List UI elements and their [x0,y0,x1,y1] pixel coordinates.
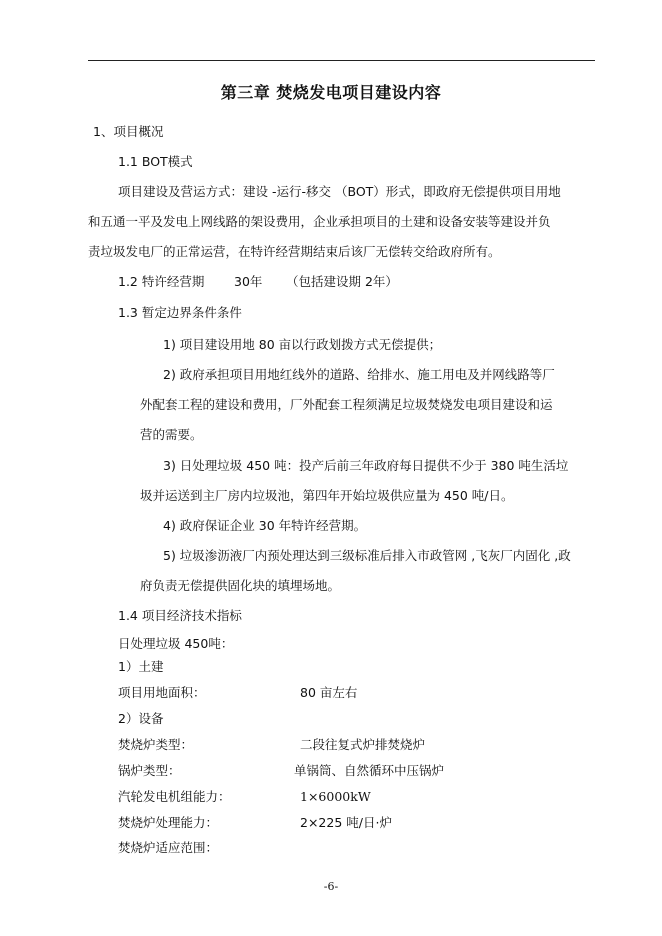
section-heading: 1、项目概况 [93,124,164,139]
incinerator-capacity-value: 2×225 吨/日·炉 [300,815,392,830]
list-item: 1) 项目建设用地 80 亩以行政划拨方式无偿提供； [163,337,442,352]
subsection-heading-1-1: 1.1 BOT模式 [118,154,193,169]
incinerator-capacity-label: 焚烧炉处理能力： [118,815,219,830]
turbine-capacity-label: 汽轮发电机组能力： [118,789,231,804]
boiler-type-label: 锅炉类型： [118,763,181,778]
list-item: 2) 政府承担项目用地红线外的道路、给排水、施工用电及并网线路等厂 [163,367,555,382]
daily-capacity: 日处理垃圾 450吨： [118,636,234,651]
incinerator-range-label: 焚烧炉适应范围： [118,840,219,855]
boiler-type-value: 单锅筒、自然循环中压锅炉 [294,763,445,778]
civil-heading: 1）土建 [118,659,164,674]
list-item-continuation: 营的需要。 [140,427,203,442]
list-item: 3) 日处理垃圾 450 吨：投产后前三年政府每日提供不少于 380 吨生活垃 [163,458,569,473]
paragraph-line: 项目建设及营运方式：建设 -运行-移交 （BOT）形式，即政府无偿提供项目用地 [118,184,561,199]
incinerator-type-label: 焚烧炉类型： [118,737,194,752]
subsection-heading-1-3: 1.3 暂定边界条件条件 [118,305,242,320]
land-area-value: 80 亩左右 [300,685,358,700]
subsection-heading-1-4: 1.4 项目经济技术指标 [118,608,242,623]
equipment-heading: 2）设备 [118,711,164,726]
paragraph-line: 和五通一平及发电上网线路的架设费用，企业承担项目的土建和设备安装等建设并负 [88,214,551,229]
header-rule [88,60,595,61]
land-area-label: 项目用地面积： [118,685,206,700]
subsection-heading-1-2: 1.2 特许经营期 [118,274,205,289]
concession-note: （包括建设期 2年） [286,274,398,289]
list-item: 4) 政府保证企业 30 年特许经营期。 [163,518,367,533]
list-item-continuation: 外配套工程的建设和费用，厂外配套工程须满足垃圾焚烧发电项目建设和运 [140,397,553,412]
incinerator-type-value: 二段往复式炉排焚烧炉 [300,737,426,752]
turbine-capacity-value: 1×6000kW [300,789,371,804]
concession-years: 30年 [234,274,263,289]
paragraph-line: 责垃圾发电厂的正常运营，在特许经营期结束后该厂无偿转交给政府所有。 [88,244,501,259]
page-number: -6- [323,880,339,893]
chapter-title: 第三章 焚烧发电项目建设内容 [220,83,442,102]
list-item: 5) 垃圾渗沥液厂内预处理达到三级标准后排入市政管网 ,飞灰厂内固化 ,政 [163,548,571,563]
list-item-continuation: 圾并运送到主厂房内垃圾池，第四年开始垃圾供应量为 450 吨/日。 [140,488,514,503]
list-item-continuation: 府负责无偿提供固化块的填埋场地。 [140,578,341,593]
